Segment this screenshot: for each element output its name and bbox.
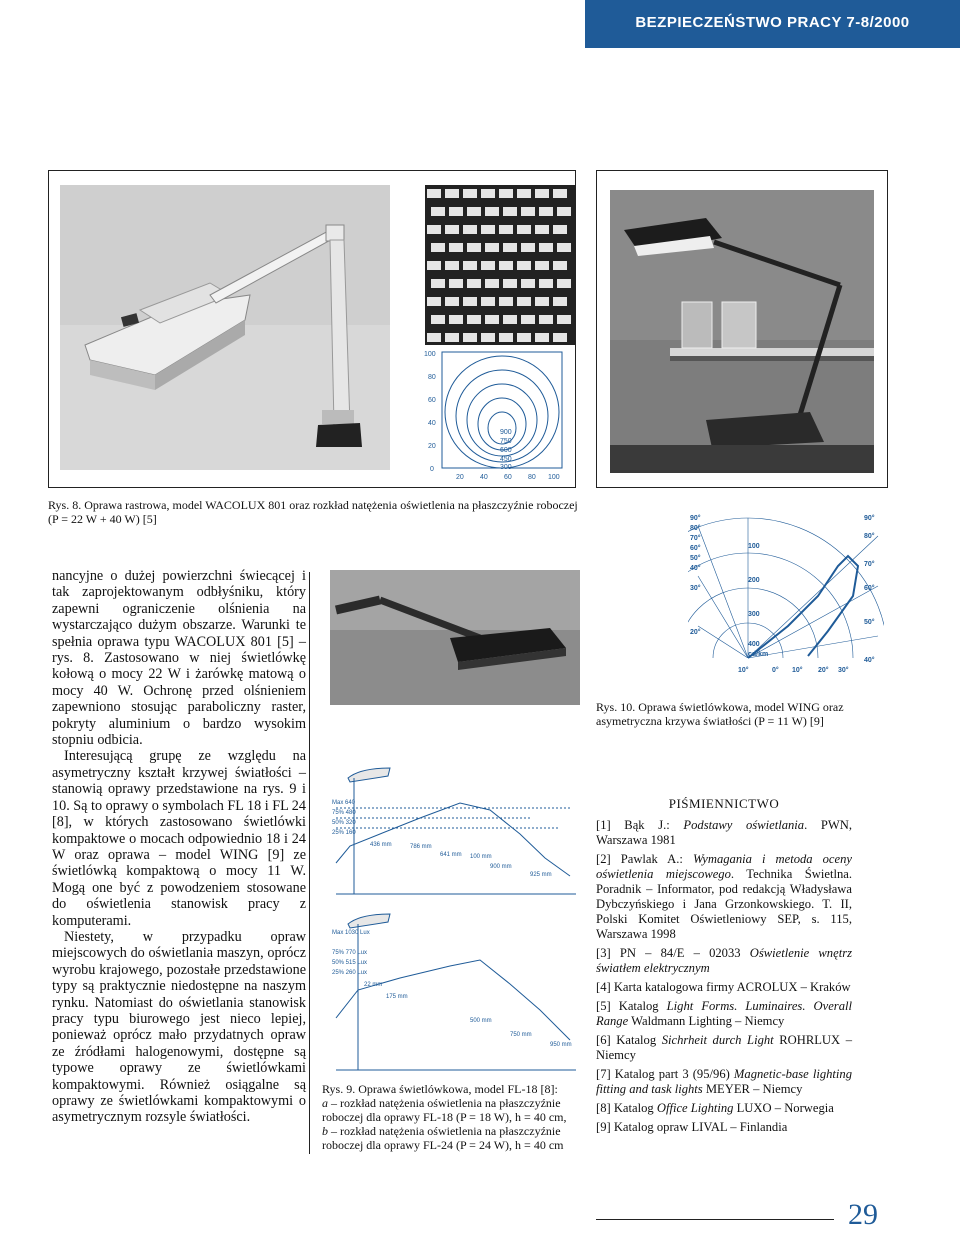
x-tick: 100 <box>548 474 560 481</box>
level-label: 75% 770 Lux <box>332 950 368 956</box>
radial-unit: cd/km <box>748 651 769 658</box>
distance-label: 100 mm <box>470 854 492 860</box>
y-tick: 0 <box>430 466 434 473</box>
journal-title: BEZPIECZEŃSTWO PRACY 7-8/2000 <box>635 14 910 31</box>
angle-label: 20° <box>818 667 829 674</box>
y-tick: 100 <box>424 351 436 358</box>
reference-item: [9] Katalog opraw LIVAL – Finlandia <box>596 1120 788 1134</box>
angle-label: 10° <box>738 667 749 674</box>
distance-label: 900 mm <box>490 864 512 870</box>
angle-label: 40° <box>864 657 875 664</box>
distance-label: 22 mm <box>364 982 383 988</box>
figure-9b-diagram <box>330 900 580 1075</box>
figure-9a-diagram <box>330 748 580 898</box>
figure-8-contour-chart <box>420 348 570 484</box>
figure-9-lamp-photo <box>330 570 580 705</box>
y-tick: 40 <box>428 420 436 427</box>
x-tick: 20 <box>456 474 464 481</box>
distance-label: 436 mm <box>370 842 392 848</box>
caption-letter-b: b <box>322 1124 328 1138</box>
distance-label: 500 mm <box>470 1018 492 1024</box>
figure-9-caption <box>322 1082 580 1152</box>
body-paragraph: nancyjne o dużej powierzchni świecącej i tak zaprojektowanym odbłyśniku, który zapewni ograniczenie olśnienia na wystarczająco dużym obszarze. Warunki te spełnia oprawa typu WACOLUX 801 [5] – rys. 8. Zastosowano w niej świetlówkę kołową o mocy 22 W i żarówkę matową o mocy 40 W. Ochronę przed olśnieniem zapewniono stosując paraboliczny raster, pokryty aluminium o bardzo wysokim stopniu odbicia. <box>52 568 306 749</box>
reference-item: [1] Bąk J.: Podstawy oświetlania. PWN, Warszawa 1981 <box>596 818 853 847</box>
angle-label: 90° <box>690 515 701 522</box>
angle-label: 0° <box>772 667 779 674</box>
reference-item: [2] Pawlak A.: Wymagania i metoda oceny oświetlenia miejscowego. Technika Świetlna. Poradnik – Informator, pod redakcją Władysława Dybczyńskiego i Jana Grzonkowskiego. T. II, Polski Komitet Oświetleniowy SEP, s. 115, Warszawa 1998 <box>596 852 852 941</box>
figure-8-caption: Rys. 8. Oprawa rastrowa, model WACOLUX 801 oraz rozkład natężenia oświetlenia na płaszczyźnie roboczej (P = 22 W + 40 W) [5] <box>48 498 578 526</box>
contour-label: 600 <box>500 447 512 454</box>
level-label: 25% 260 Lux <box>332 970 368 976</box>
level-label: 75% 480 <box>332 810 356 816</box>
angle-label: 50° <box>690 555 701 562</box>
angle-label: 40° <box>690 565 701 572</box>
level-label: 25% 160 <box>332 830 356 836</box>
illuminance-curve <box>336 960 570 1040</box>
reference-item: [6] Katalog Sichrheit durch Light ROHRLUX – Niemcy <box>596 1033 852 1062</box>
radial-value: 400 <box>748 641 760 648</box>
y-tick: 80 <box>428 374 436 381</box>
reference-item: [8] Katalog Office Lighting LUXO – Norwegia <box>596 1101 834 1115</box>
x-tick: 60 <box>504 474 512 481</box>
angle-label: 80° <box>690 525 701 532</box>
illuminance-curve <box>336 803 570 876</box>
radial-value: 300 <box>748 611 760 618</box>
level-label: 50% 320 <box>332 820 356 826</box>
page-number: 29 <box>848 1198 878 1231</box>
angle-label: 80° <box>864 533 875 540</box>
level-label: Max 1030 Lux <box>332 930 370 936</box>
angle-label: 70° <box>864 561 875 568</box>
reference-item: [4] Karta katalogowa firmy ACROLUX – Kraków <box>596 980 851 994</box>
radial-value: 100 <box>748 543 760 550</box>
y-tick: 20 <box>428 443 436 450</box>
body-text-column <box>52 568 306 1126</box>
radial-value: 200 <box>748 577 760 584</box>
references-title: PIŚMIENNICTWO <box>668 796 780 811</box>
angle-label: 50° <box>864 619 875 626</box>
angle-label: 20° <box>690 629 701 636</box>
angle-label: 30° <box>838 667 849 674</box>
contour-label: 300 <box>500 464 512 471</box>
level-label: Max 640 <box>332 800 356 806</box>
contour-label: 900 <box>500 429 512 436</box>
caption-part-b: – rozkład natężenia oświetlenia na płaszczyźnie roboczej dla oprawy FL-24 (P = 24 W), h = 40 cm <box>322 1124 564 1152</box>
angle-label: 30° <box>690 585 701 592</box>
angle-label: 60° <box>864 585 875 592</box>
caption-letter-a: a <box>322 1096 328 1110</box>
angle-label: 70° <box>690 535 701 542</box>
luminaire-outline <box>348 914 390 928</box>
x-tick: 80 <box>528 474 536 481</box>
angle-label: 90° <box>864 515 875 522</box>
contour-label: 450 <box>500 456 512 463</box>
distance-label: 925 mm <box>530 872 552 878</box>
contour-label: 750 <box>500 438 512 445</box>
distance-label: 750 mm <box>510 1032 532 1038</box>
angle-label: 10° <box>792 667 803 674</box>
reference-item: [3] PN – 84/E – 02033 Oświetlenie wnętrz światłem elektrycznym <box>596 946 852 975</box>
figure-10-caption: Rys. 10. Oprawa świetlówkowa, model WING oraz asymetryczna krzywa światłości (P = 11 W) [9] <box>596 700 844 728</box>
distance-label: 786 mm <box>410 844 432 850</box>
header-bar <box>585 0 960 48</box>
reference-item: [7] Katalog part 3 (95/96) Magnetic-base lighting fitting and task lights MEYER – Niemcy <box>596 1067 853 1096</box>
figure-10-polar-chart <box>688 506 884 678</box>
angle-label: 60° <box>690 545 701 552</box>
references-list <box>596 814 852 1135</box>
level-label: 50% 515 Lux <box>332 960 368 966</box>
body-paragraph: Interesującą grupę ze względu na asymetryczny kształt krzywej światłości – stanowią oprawy przedstawione na rys. 9 i 10. Są to oprawy o symbolach FL 18 i FL 24 [8], w których zastosowano świetlówki kompaktowe o mocach odpowiednio 18 i 24 W oraz oprawa – model WING [9] ze świetlówką kompaktową o mocy 11 W. Mogą one być z powodzeniem stosowane do oświetlenia stanowisk pracy z komputerami. <box>52 748 306 929</box>
distance-label: 175 mm <box>386 994 408 1000</box>
x-tick: 40 <box>480 474 488 481</box>
footer-rule <box>596 1219 834 1220</box>
distance-label: 950 mm <box>550 1042 572 1048</box>
figure-8-lamp-photo <box>60 185 390 470</box>
column-divider <box>309 572 310 1154</box>
body-paragraph: Niestety, w przypadku opraw miejscowych do oświetlania maszyn, oprócz wyrobu krajowego, pozostałe przedstawione typy są praktycznie niedostępne na naszym rynku. Natomiast do oświetlania stanowisk pracy typu biurowego jest nieco lepiej, ponieważ oprócz mało przydatnych opraw ze źródłami halogenowymi, dostępne są typowe oprawy ze świetlówkami kompaktowymi. Również osiągalne są oprawy ze świetlówkami kompaktowymi o asymetrycznym rozsyle światłości. <box>52 928 306 1126</box>
caption-line: Rys. 9. Oprawa świetlówkowa, model FL-18 [8]: <box>322 1082 558 1096</box>
distance-label: 641 mm <box>440 852 462 858</box>
caption-part-a: – rozkład natężenia oświetlenia na płaszczyźnie roboczej dla oprawy FL-18 (P = 18 W), h = 40 cm, <box>322 1096 567 1124</box>
figure-10-lamp-photo <box>610 190 874 473</box>
reference-item: [5] Katalog Light Forms. Luminaires. Overall Range Waldmann Lighting – Niemcy <box>596 999 852 1028</box>
figure-8-raster-photo <box>425 185 575 345</box>
y-tick: 60 <box>428 397 436 404</box>
